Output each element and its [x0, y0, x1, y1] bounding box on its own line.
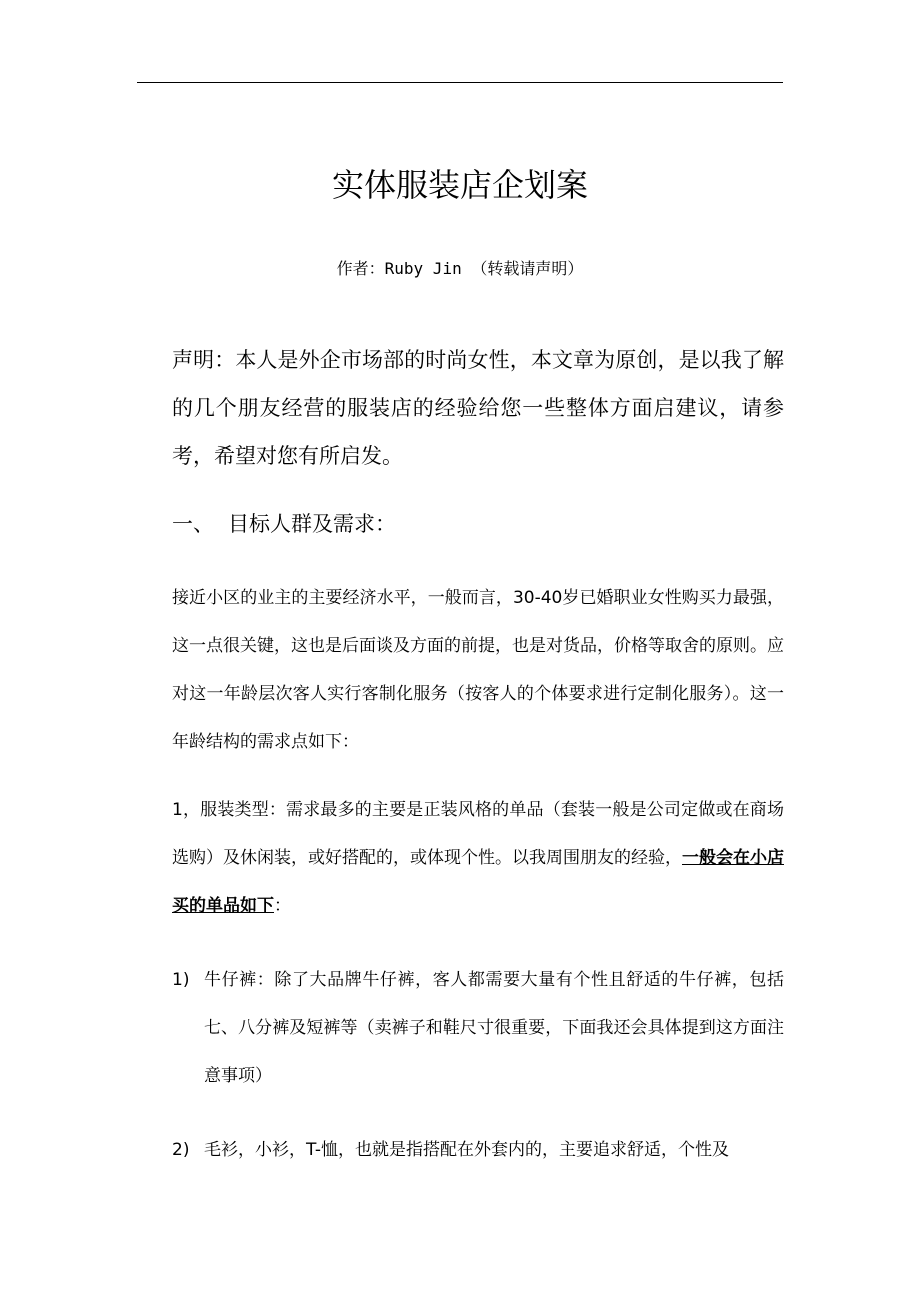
- underlined-phrase: 一般会在小店买的单品如下: [172, 848, 784, 916]
- statement-paragraph: 声明：本人是外企市场部的时尚女性，本文章为原创，是以我了解的几个朋友经营的服装店的经验给您一些整体方面启建议，请参考，希望对您有所启发。: [172, 348, 784, 468]
- section-title: 目标人群及需求：: [228, 512, 396, 536]
- intro-paragraph: 接近小区的业主的主要经济水平，一般而言，30-40岁已婚职业女性购买力最强，这一点很关键，这也是后面谈及方面的前提，也是对货品，价格等取舍的原则。应对这一年龄层次客人实行客制化服务（按客人的个体要求进行定制化服务）。这一年龄结构的需求点如下：: [172, 588, 784, 752]
- document-title: 实体服装店企划案: [331, 166, 588, 204]
- header-rule: [137, 82, 783, 83]
- section-number: 一、: [172, 512, 214, 536]
- list-marker: 1): [172, 970, 190, 990]
- clothing-types-suffix: ：: [274, 896, 291, 916]
- list-item: [172, 1126, 784, 1174]
- list-marker: 2): [172, 1140, 190, 1160]
- author-line: 作者：Ruby Jin （转载请声明）: [336, 259, 584, 278]
- section-heading: [172, 506, 396, 542]
- list-item-text: 毛衫，小衫，T-恤，也就是指搭配在外套内的，主要追求舒适，个性及: [204, 1140, 729, 1160]
- clothing-types-paragraph: [172, 786, 784, 930]
- clothing-types-text: 1，服装类型：需求最多的主要是正装风格的单品（套装一般是公司定做或在商场选购）及休闲装，或好搭配的，或体现个性。以我周围朋友的经验，: [172, 800, 784, 868]
- list-item: [172, 956, 784, 1100]
- list-item-text: 牛仔裤：除了大品牌牛仔裤，客人都需要大量有个性且舒适的牛仔裤，包括七、八分裤及短裤等（卖裤子和鞋尺寸很重要，下面我还会具体提到这方面注意事项）: [204, 970, 784, 1086]
